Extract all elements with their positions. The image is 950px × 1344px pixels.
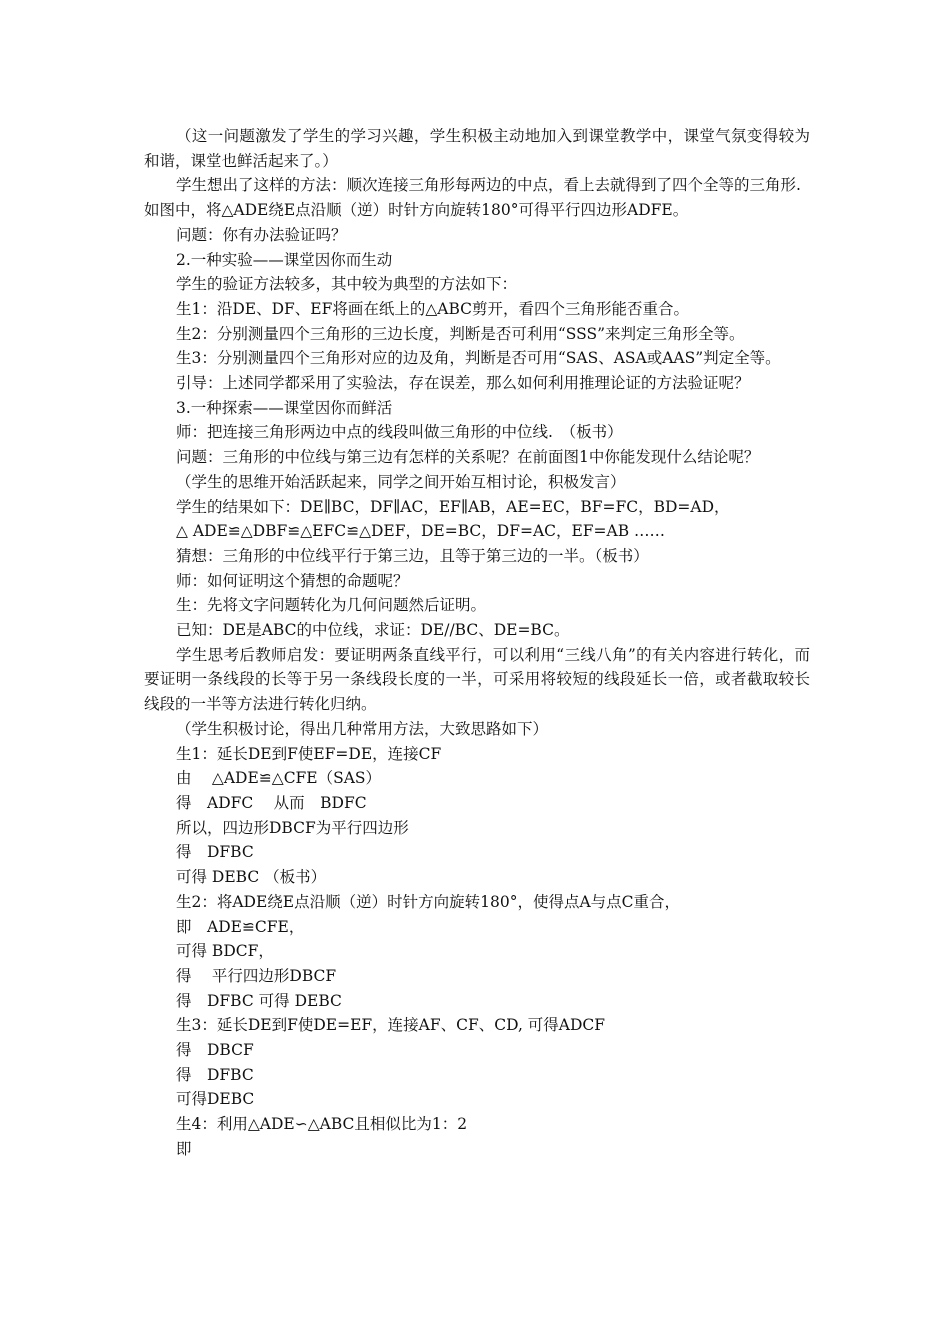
paragraph-22: （学生积极讨论，得出几种常用方法，大致思路如下） [176, 719, 549, 738]
section-heading-2: 2.一种实验——课堂因你而生动 [176, 250, 393, 269]
paragraph-10: 引导：上述同学都采用了实验法，存在误差，那么如何利用推理论证的方法验证呢？ [176, 374, 750, 393]
paragraph-37: 可得DEBC [176, 1090, 255, 1109]
paragraph-36: 得 DFBC [176, 1065, 254, 1084]
paragraph-38: 生4：利用△ADE∽△ABC且相似比为1：2 [176, 1115, 468, 1134]
paragraph-21: 学生思考后教师启发：要证明两条直线平行，可以利用“三线八角”的有关内容进行转化，而要证明一条线段的长等于另一条线段长度的一半，可采用将较短的线段延长一倍，或者截取较长线段的一半等方法进行转化归纳。 [144, 645, 810, 714]
paragraph-2: 学生想出了这样的方法：顺次连接三角形每两边的中点，看上去就得到了四个全等的三角形. [176, 176, 801, 195]
paragraph-7: 生1：沿DE、DF、EF将画在纸上的△ABC剪开，看四个三角形能否重合。 [176, 299, 690, 318]
paragraph-13: 问题：三角形的中位线与第三边有怎样的关系呢？在前面图1中你能发现什么结论呢？ [176, 448, 760, 467]
paragraph-24: 由 △ADE≌△CFE（SAS） [176, 769, 382, 788]
paragraph-15: 学生的结果如下：DE∥BC，DF∥AC，EF∥AB，AE=EC，BF=FC，BD=AD， [176, 497, 730, 516]
paragraph-34: 生3：延长DE到F使DE=EF，连接AF、CF、CD, 可得ADCF [176, 1016, 606, 1035]
paragraph-32: 得 平行四边形DBCF [176, 966, 337, 985]
paragraph-8: 生2：分别测量四个三角形的三边长度，判断是否可利用“SSS”来判定三角形全等。 [176, 324, 745, 343]
paragraph-12: 师：把连接三角形两边中点的线段叫做三角形的中位线. （板书） [176, 423, 623, 442]
paragraph-9: 生3：分别测量四个三角形对应的边及角，判断是否可用“SAS、ASA或AAS”判定全等。 [176, 349, 781, 368]
paragraph-28: 可得 DEBC （板书） [176, 868, 327, 887]
paragraph-31: 可得 BDCF， [176, 942, 274, 961]
paragraph-35: 得 DBCF [176, 1041, 254, 1060]
paragraph-1: （这一问题激发了学生的学习兴趣，学生积极主动地加入到课堂教学中，课堂气氛变得较为和谐，课堂也鲜活起来了。） [144, 127, 810, 170]
paragraph-29: 生2：将ADE绕E点沿顺（逆）时针方向旋转180°，使得点A与点C重合， [176, 892, 681, 911]
paragraph-26: 所以，四边形DBCF为平行四边形 [176, 818, 409, 837]
section-heading-3: 3.一种探索——课堂因你而鲜活 [176, 398, 393, 417]
paragraph-6: 学生的验证方法较多，其中较为典型的方法如下： [176, 275, 518, 294]
paragraph-17: 猜想：三角形的中位线平行于第三边，且等于第三边的一半。（板书） [176, 546, 649, 565]
paragraph-3: 如图中，将△ADE绕E点沿顺（逆）时针方向旋转180°可得平行四边形ADFE。 [144, 201, 689, 220]
document-body [144, 124, 810, 1162]
paragraph-39: 即 [176, 1139, 192, 1158]
paragraph-27: 得 DFBC [176, 843, 254, 862]
paragraph-18: 师：如何证明这个猜想的命题呢？ [176, 571, 409, 590]
paragraph-30: 即 ADE≌CFE， [176, 917, 305, 936]
paragraph-16: △ ADE≌△DBF≌△EFC≌△DEF，DE=BC，DF=AC，EF=AB …… [176, 522, 666, 541]
paragraph-4: 问题：你有办法验证吗？ [176, 225, 347, 244]
paragraph-19: 生：先将文字问题转化为几何问题然后证明。 [176, 596, 487, 615]
paragraph-23: 生1：延长DE到F使EF=DE，连接CF [176, 744, 442, 763]
paragraph-14: （学生的思维开始活跃起来，同学之间开始互相讨论，积极发言） [176, 472, 626, 491]
paragraph-25: 得 ADFC 从而 BDFC [176, 793, 367, 812]
paragraph-20: 已知：DE是ABC的中位线，求证：DE//BC、DE=BC。 [176, 621, 570, 640]
paragraph-33: 得 DFBC 可得 DEBC [176, 991, 342, 1010]
